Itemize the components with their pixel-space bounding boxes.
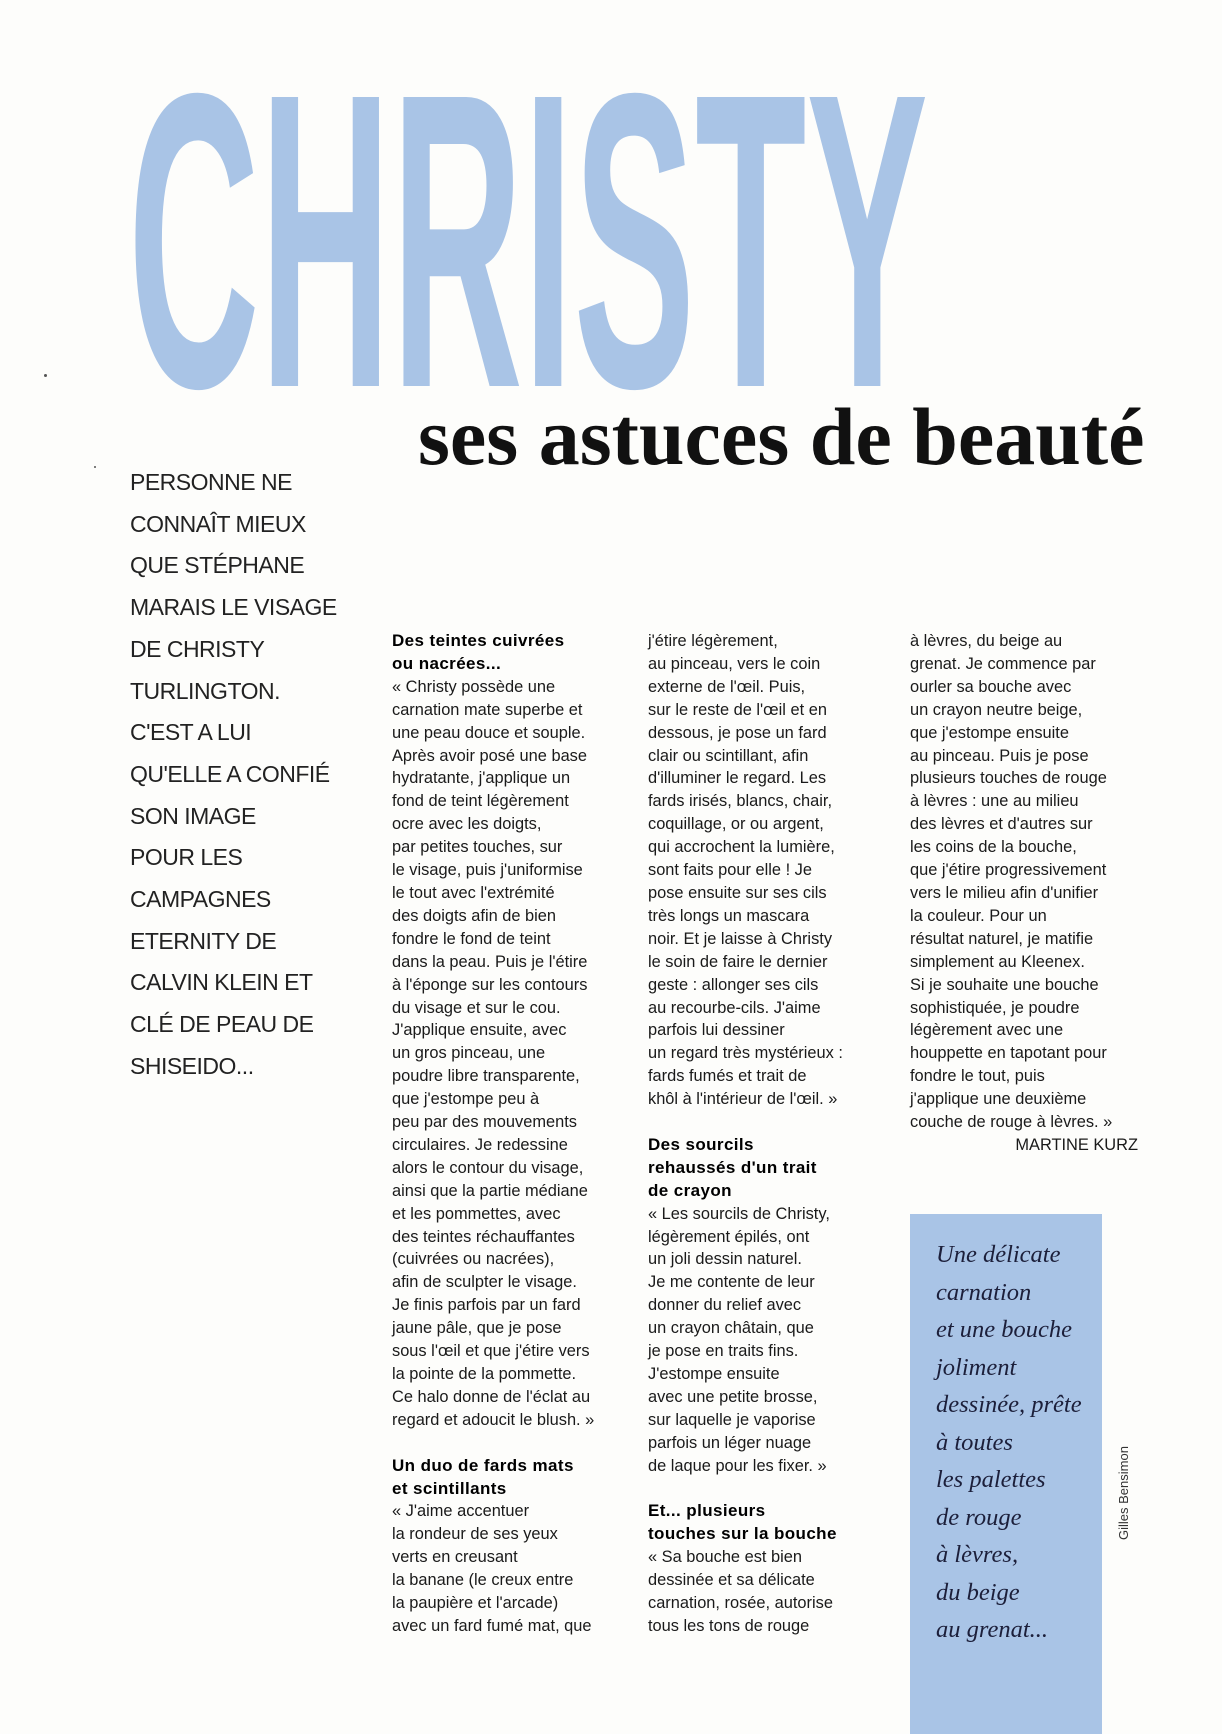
body-line: vers le milieu afin d'unifier	[910, 883, 1099, 902]
body-line: un regard très mystérieux :	[648, 1044, 843, 1063]
body-line: un crayon neutre beige,	[910, 700, 1083, 719]
body-line: au recourbe-cils. J'aime	[648, 998, 821, 1017]
body-line: ourler sa bouche avec	[910, 677, 1072, 696]
pull-quote-line: dessinée, prête	[936, 1391, 1082, 1418]
body-line: (cuivrées ou nacrées),	[392, 1250, 555, 1269]
pull-quote-line: à lèvres,	[936, 1541, 1019, 1568]
body-line: Ce halo donne de l'éclat au	[392, 1387, 591, 1406]
body-line: des teintes réchauffantes	[392, 1227, 575, 1246]
body-line: J'estompe ensuite	[648, 1364, 780, 1383]
body-line: les coins de la bouche,	[910, 838, 1077, 857]
body-line: au pinceau, vers le coin	[648, 654, 821, 673]
pull-quote-line: au grenat...	[936, 1616, 1049, 1643]
print-speck	[44, 374, 47, 377]
body-line: avec une petite brosse,	[648, 1387, 818, 1406]
body-line: parfois lui dessiner	[648, 1021, 785, 1040]
intro-line: ETERNITY DE	[130, 927, 277, 954]
title-graphic	[128, 58, 928, 418]
body-line: alors le contour du visage,	[392, 1158, 584, 1177]
body-line: grenat. Je commence par	[910, 654, 1096, 673]
pull-quote-line: Une délicate	[936, 1241, 1061, 1268]
article-column-3	[910, 630, 1150, 1157]
intro-line: MARAIS LE VISAGE	[130, 594, 337, 621]
pull-quote-line: joliment	[936, 1353, 1017, 1381]
intro-line: CALVIN KLEIN ET	[130, 969, 313, 996]
body-line: fards fumés et trait de	[648, 1067, 807, 1086]
article-column-2	[648, 630, 888, 1638]
body-line: fondre le fond de teint	[392, 929, 551, 948]
body-line: et les pommettes, avec	[392, 1204, 561, 1223]
body-line: clair ou scintillant, afin	[648, 746, 809, 765]
body-line: donner du relief avec	[648, 1296, 802, 1315]
body-line: à lèvres : une au milieu	[910, 792, 1079, 811]
body-line: la rondeur de ses yeux	[392, 1525, 558, 1544]
section-heading: Des sourcils	[648, 1134, 754, 1154]
body-line: légèrement avec une	[910, 1021, 1064, 1040]
title-text: CHRISTY	[128, 58, 928, 418]
section-heading: de crayon	[648, 1180, 732, 1200]
intro-line: QU'ELLE A CONFIÉ	[130, 760, 330, 787]
section-heading: Des teintes cuivrées	[392, 631, 565, 650]
intro-line: SON IMAGE	[130, 802, 256, 829]
body-line: la banane (le creux entre	[392, 1571, 574, 1590]
section-heading: et scintillants	[392, 1478, 507, 1498]
body-line: simplement au Kleenex.	[910, 952, 1085, 971]
section-heading: touches sur la bouche	[648, 1524, 837, 1544]
intro-paragraph	[130, 462, 380, 1088]
body-line: dessinée et sa délicate	[648, 1571, 815, 1590]
intro-line: CLÉ DE PEAU DE	[130, 1011, 314, 1038]
body-line: un crayon châtain, que	[648, 1319, 814, 1338]
body-line: peu par des mouvements	[392, 1113, 577, 1132]
intro-line: POUR LES	[130, 844, 243, 871]
body-line: sur laquelle je vaporise	[648, 1410, 816, 1429]
body-line: ainsi que la partie médiane	[392, 1181, 588, 1200]
body-line: carnation mate superbe et	[392, 700, 583, 719]
pull-quote-line: les palettes	[936, 1466, 1046, 1493]
body-line: « Christy possède une	[392, 677, 556, 696]
intro-line: TURLINGTON.	[130, 677, 280, 704]
paragraph-gap	[648, 1478, 888, 1501]
body-line: verts en creusant	[392, 1548, 518, 1567]
body-line: un gros pinceau, une	[392, 1044, 546, 1063]
pull-quote-line: à toutes	[936, 1428, 1013, 1456]
body-line: regard et adoucit le blush. »	[392, 1410, 595, 1429]
body-line: Si je souhaite une bouche	[910, 975, 1099, 994]
intro-line: DE CHRISTY	[130, 635, 265, 662]
paragraph-gap	[392, 1432, 632, 1455]
pull-quote	[936, 1236, 1106, 1649]
body-line: par petites touches, sur	[392, 838, 563, 857]
body-line: très longs un mascara	[648, 906, 810, 925]
body-line: couche de rouge à lèvres. »	[910, 1113, 1113, 1132]
intro-line: CAMPAGNES	[130, 886, 271, 913]
body-line: poudre libre transparente,	[392, 1067, 580, 1086]
body-line: dans la peau. Puis je l'étire	[392, 952, 588, 971]
body-line: Après avoir posé une base	[392, 746, 587, 765]
body-line: parfois un léger nuage	[648, 1433, 812, 1452]
body-line: sur le reste de l'œil et en	[648, 700, 827, 719]
intro-line: QUE STÉPHANE	[130, 552, 305, 579]
body-line: pose ensuite sur ses cils	[648, 883, 827, 902]
body-line: externe de l'œil. Puis,	[648, 677, 806, 696]
intro-line: CONNAÎT MIEUX	[130, 510, 306, 537]
body-line: carnation, rosée, autorise	[648, 1594, 833, 1613]
body-line: que j'estompe ensuite	[910, 723, 1069, 742]
author-signature: MARTINE KURZ	[1015, 1135, 1138, 1154]
body-line: le tout avec l'extrémité	[392, 883, 555, 902]
section-heading: Un duo de fards mats	[392, 1455, 574, 1475]
photo-credit: Gilles Bensimon	[1116, 1446, 1131, 1540]
body-line: dessous, je pose un fard	[648, 723, 827, 742]
body-line: de laque pour les fixer. »	[648, 1456, 827, 1475]
intro-line: SHISEIDO...	[130, 1052, 254, 1079]
body-line: à lèvres, du beige au	[910, 632, 1063, 650]
body-line: le soin de faire le dernier	[648, 952, 828, 971]
body-line: sophistiquée, je poudre	[910, 998, 1080, 1017]
body-line: une peau douce et souple.	[392, 723, 586, 742]
body-line: fondre le tout, puis	[910, 1067, 1045, 1086]
body-line: que j'étire progressivement	[910, 861, 1107, 880]
print-speck	[94, 466, 96, 468]
body-line: que j'estompe peu à	[392, 1090, 540, 1109]
page-title	[128, 58, 928, 418]
intro-line: PERSONNE NE	[130, 469, 292, 495]
body-line: ocre avec les doigts,	[392, 815, 542, 834]
pull-quote-box	[910, 1214, 1102, 1734]
body-line: khôl à l'intérieur de l'œil. »	[648, 1090, 838, 1109]
section-heading: Et... plusieurs	[648, 1501, 766, 1521]
body-line: sous l'œil et que j'étire vers	[392, 1342, 590, 1361]
body-line: la paupière et l'arcade)	[392, 1594, 559, 1613]
body-line: hydratante, j'applique un	[392, 769, 571, 788]
body-line: « J'aime accentuer	[392, 1502, 530, 1521]
body-line: légèrement épilés, ont	[648, 1227, 810, 1246]
subtitle: ses astuces de beauté	[418, 391, 1145, 482]
pull-quote-line: carnation	[936, 1278, 1032, 1306]
body-line: des lèvres et d'autres sur	[910, 815, 1093, 834]
body-line: à l'éponge sur les contours	[392, 975, 588, 994]
body-line: Je me contente de leur	[648, 1273, 815, 1292]
body-line: circulaires. Je redessine	[392, 1135, 568, 1154]
body-line: d'illuminer le regard. Les	[648, 769, 827, 788]
body-line: la pointe de la pommette.	[392, 1365, 577, 1383]
body-line: fond de teint légèrement	[392, 792, 569, 811]
body-line: sont faits pour elle ! Je	[648, 861, 812, 880]
pull-quote-line: de rouge	[936, 1503, 1022, 1531]
body-line: plusieurs touches de rouge	[910, 769, 1107, 788]
body-line: noir. Et je laisse à Christy	[648, 929, 833, 948]
body-line: Je finis parfois par un fard	[392, 1296, 581, 1315]
article-column-1	[392, 630, 632, 1638]
body-line: qui accrochent la lumière,	[648, 838, 835, 857]
body-line: je pose en traits fins.	[648, 1342, 799, 1361]
body-line: avec un fard fumé mat, que	[392, 1616, 592, 1635]
body-line: houppette en tapotant pour	[910, 1044, 1107, 1063]
intro-line: C'EST A LUI	[130, 719, 252, 746]
body-line: coquillage, or ou argent,	[648, 815, 824, 834]
body-line: tous les tons de rouge	[648, 1616, 810, 1635]
body-line: des doigts afin de bien	[392, 906, 557, 925]
body-line: j'étire légèrement,	[648, 632, 778, 650]
body-line: afin de sculpter le visage.	[392, 1273, 577, 1292]
section-heading: ou nacrées...	[392, 653, 502, 673]
section-heading: rehaussés d'un trait	[648, 1157, 817, 1177]
pull-quote-line: et une bouche	[936, 1316, 1073, 1343]
body-line: du visage et sur le cou.	[392, 998, 561, 1017]
body-line: j'applique une deuxième	[910, 1090, 1087, 1109]
body-line: fards irisés, blancs, chair,	[648, 792, 833, 811]
body-line: « Sa bouche est bien	[648, 1548, 803, 1567]
body-line: la couleur. Pour un	[910, 906, 1047, 925]
body-line: le visage, puis j'uniformise	[392, 861, 583, 880]
body-line: J'applique ensuite, avec	[392, 1021, 567, 1040]
paragraph-gap	[648, 1111, 888, 1134]
body-line: jaune pâle, que je pose	[392, 1319, 562, 1338]
body-line: un joli dessin naturel.	[648, 1250, 802, 1269]
pull-quote-line: du beige	[936, 1578, 1020, 1606]
body-line: résultat naturel, je matifie	[910, 929, 1094, 948]
body-line: geste : allonger ses cils	[648, 975, 819, 994]
body-line: « Les sourcils de Christy,	[648, 1204, 830, 1223]
body-line: au pinceau. Puis je pose	[910, 746, 1089, 765]
